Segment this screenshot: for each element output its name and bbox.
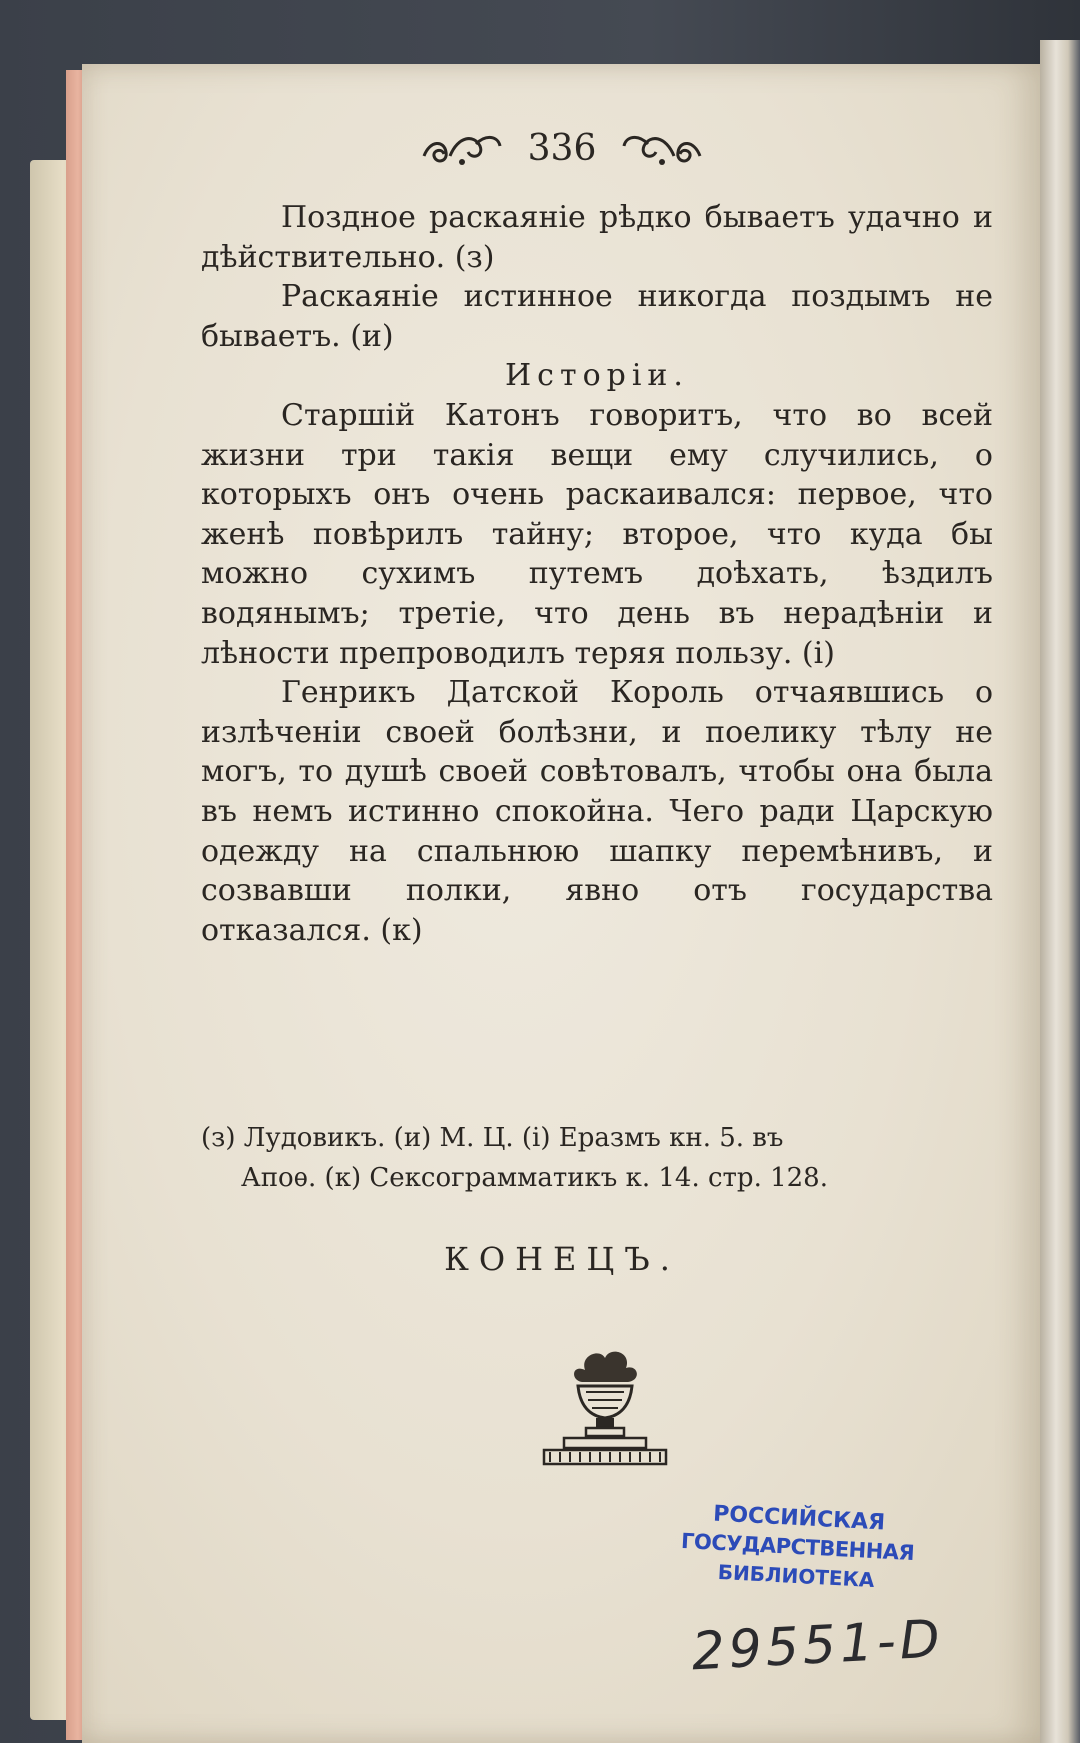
left-ornament-icon <box>416 126 506 170</box>
footnote-line-2: Апоѳ. (к) Сексограмматикъ к. 14. стр. 128. <box>241 1163 828 1193</box>
section-heading: Исторіи. <box>505 358 689 394</box>
story-henrik: Генрикъ Датской Король отчаявшись о излѣченіи своей болѣзни, и поелику тѣлу не могъ, то душѣ своей совѣтовалъ, чтобы она была въ немъ истинно спокойна. Чего ради Царскую одежду на спальнюю шапку перемѣнивъ, и созвавши полки, явно отъ государства отказался. (к) <box>201 675 993 948</box>
the-end-label: КОНЕЦЪ. <box>444 1240 680 1278</box>
stamp-line-1: РОССИЙСКАЯ <box>712 1501 886 1536</box>
story-cato: Старшій Катонъ говоритъ, что во всей жизни три такія вещи ему случились, о которыхъ онъ очень раскаивался: первое, что женѣ повѣрилъ тайну; второе, что куда бы можно сухимъ путемъ доѣхать, ѣздилъ водянымъ; третіе, что день въ нерадѣніи и лѣности препроводилъ теряя пользу. (і) <box>201 397 993 671</box>
right-ornament-icon <box>618 126 708 170</box>
footnote-line-1: (з) Лудовикъ. (и) М. Ц. (і) Еразмъ кн. 5. въ <box>201 1123 784 1153</box>
urn-vignette-icon <box>530 1340 680 1470</box>
page-number: 336 <box>527 127 597 169</box>
stamp-line-2: ГОСУДАРСТВЕННАЯ <box>680 1528 915 1566</box>
paragraph-true-repentance: Раскаяніе истинное никогда поздымъ не бываетъ. (и) <box>201 279 993 354</box>
main-text <box>201 198 993 950</box>
shelfmark-handwritten: 29551-D <box>690 1609 946 1683</box>
book-binding <box>1040 40 1080 1743</box>
footnotes <box>201 1118 993 1198</box>
stamp-line-3: БИБЛИОТЕКА <box>717 1559 875 1593</box>
library-stamp <box>669 1498 924 1621</box>
page-header <box>82 118 1042 178</box>
paragraph-late-repentance: Поздное раскаяніе рѣдко бываетъ удачно и дѣйствительно. (з) <box>201 200 993 275</box>
